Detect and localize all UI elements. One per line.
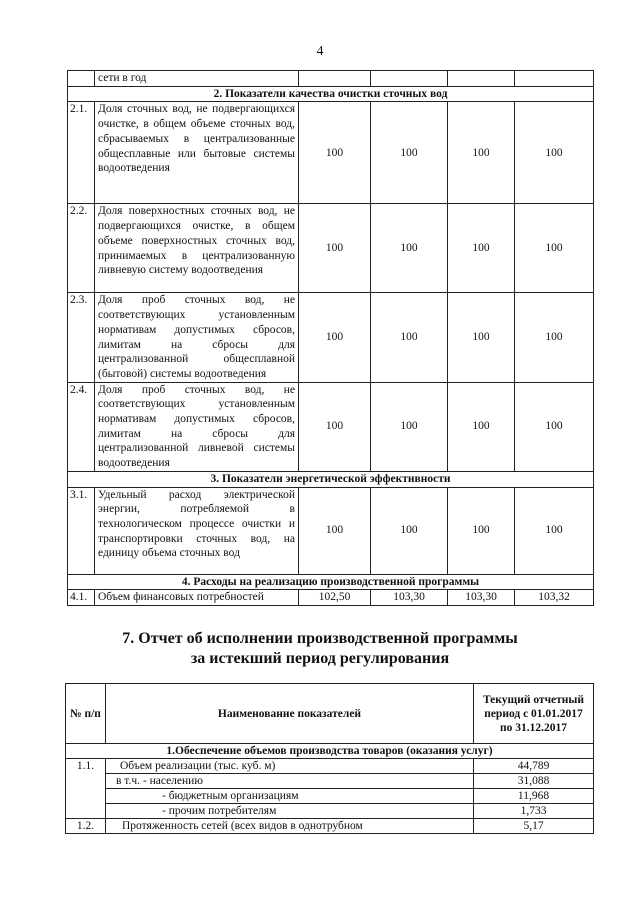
header-row — [66, 684, 594, 744]
table-row — [68, 487, 594, 574]
table-row — [68, 71, 594, 87]
value-cell: 100 — [448, 382, 515, 471]
row-number: 3.1. — [68, 487, 95, 574]
row-number: 4.1. — [68, 590, 95, 606]
value-cell: 100 — [299, 487, 371, 574]
row-text: Доля сточных вод, не подвергающихся очистке, в общем объеме сточных вод, сбрасываемых в централизованные общесплавные или бытовые системы водоотведения — [95, 102, 299, 204]
table-row — [68, 590, 594, 606]
heading-line-2: за истекший период регулирования — [190, 650, 450, 667]
value-cell: 103,32 — [515, 590, 594, 606]
value-cell: 100 — [371, 204, 448, 293]
table-row — [68, 204, 594, 293]
section-title: 2. Показатели качества очистки сточных вод — [68, 86, 594, 102]
value-cell: 100 — [515, 487, 594, 574]
table-row — [66, 819, 594, 834]
section-row — [68, 471, 594, 487]
value-cell: 100 — [448, 204, 515, 293]
page-number: 4 — [316, 44, 324, 59]
value-cell: 100 — [515, 293, 594, 382]
value-cell: 100 — [371, 487, 448, 574]
value-cell: 31,088 — [474, 774, 594, 789]
row-text: Доля проб сточных вод, не соответствующих установленным нормативам допустимых сбросов, лимитам на сбросы для централизованной ливневой системы водоотведения — [95, 382, 299, 471]
section-title: 4. Расходы на реализацию производственной программы — [68, 574, 594, 590]
section-title: 3. Показатели энергетической эффективности — [68, 471, 594, 487]
value-cell: 100 — [515, 102, 594, 204]
section-row — [68, 574, 594, 590]
table-row — [66, 804, 594, 819]
value-cell: 100 — [515, 382, 594, 471]
value-cell: 100 — [448, 293, 515, 382]
indicators-table — [67, 70, 594, 606]
row-label: Объем реализации (тыс. куб. м) — [106, 759, 474, 774]
row-label: - бюджетным организациям — [106, 789, 474, 804]
table-cell — [68, 71, 95, 87]
value-cell: 44,789 — [474, 759, 594, 774]
row-text: Удельный расход электрической энергии, потребляемой в технологическом процессе очистки и транспортировки сточных вод, на единицу объема сточных вод — [95, 487, 299, 574]
value-cell: 100 — [299, 382, 371, 471]
table-row — [68, 293, 594, 382]
row-label: - прочим потребителям — [106, 804, 474, 819]
value-cell: 100 — [299, 204, 371, 293]
report-table — [65, 683, 594, 834]
row-number: 2.4. — [68, 382, 95, 471]
row-text: Доля поверхностных сточных вод, не подвергающихся очистке, в общем объеме поверхностных сточных вод, принимаемых в централизованную ливневую систему водоотведения — [95, 204, 299, 293]
table-row — [66, 759, 594, 774]
header-name: Наименование показателей — [106, 684, 474, 744]
row-label: в т.ч. - населению — [106, 774, 474, 789]
value-cell: 100 — [371, 293, 448, 382]
value-cell: 100 — [448, 102, 515, 204]
section-title: 1.Обеспечение объемов производства товаров (оказания услуг) — [66, 744, 594, 759]
section-row — [66, 744, 594, 759]
table-row — [68, 382, 594, 471]
row-text: сети в год — [95, 71, 299, 87]
row-number: 2.3. — [68, 293, 95, 382]
row-number: 1.1. — [66, 759, 106, 819]
section-heading — [0, 629, 640, 669]
value-cell: 103,30 — [448, 590, 515, 606]
section-row — [68, 86, 594, 102]
value-cell: 1,733 — [474, 804, 594, 819]
row-text: Доля проб сточных вод, не соответствующих установленным нормативам допустимых сбросов, лимитам на сбросы для централизованной общесплавной (бытовой) системы водоотведения — [95, 293, 299, 382]
table-row — [66, 774, 594, 789]
row-label: Протяженность сетей (всех видов в однотрубном — [106, 819, 474, 834]
table-row — [68, 102, 594, 204]
header-period: Текущий отчетный период с 01.01.2017 по 31.12.2017 — [474, 684, 594, 744]
row-number: 2.2. — [68, 204, 95, 293]
value-cell: 100 — [371, 102, 448, 204]
value-cell: 11,968 — [474, 789, 594, 804]
value-cell: 100 — [448, 487, 515, 574]
row-text: Объем финансовых потребностей — [95, 590, 299, 606]
value-cell: 100 — [371, 382, 448, 471]
row-number: 1.2. — [66, 819, 106, 834]
value-cell: 103,30 — [371, 590, 448, 606]
value-cell: 5,17 — [474, 819, 594, 834]
value-cell: 100 — [299, 102, 371, 204]
heading-line-1: 7. Отчет об исполнении производственной программы — [122, 630, 518, 647]
value-cell: 100 — [515, 204, 594, 293]
value-cell: 100 — [299, 293, 371, 382]
table-row — [66, 789, 594, 804]
header-num: № п/п — [66, 684, 106, 744]
value-cell: 102,50 — [299, 590, 371, 606]
row-number: 2.1. — [68, 102, 95, 204]
